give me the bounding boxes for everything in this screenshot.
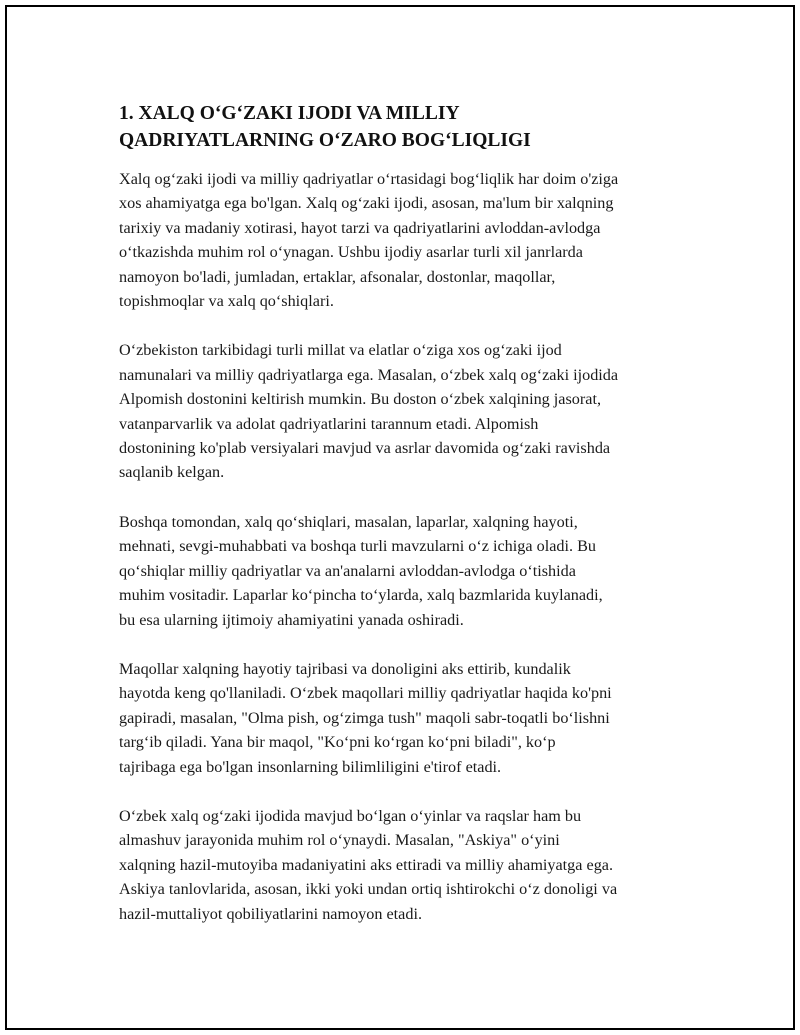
paragraph-4: Maqollar xalqning hayotiy tajribasi va donoligini aks ettirib, kundalik hayotda keng qo'llaniladi. O‘zbek maqollari milliy qadriyatlar haqida ko'pni gapiradi, masalan, "Olma pish, og‘zimga tush" maqoli sabr-toqatli bo‘lishni targ‘ib qiladi. Yana bir maqol, "Ko‘pni ko‘rgan ko‘pni biladi", ko‘p tajribaga ega bo'lgan insonlarning bilimliligini e'tirof etadi. [119, 659, 612, 776]
paragraph-1: Xalq og‘zaki ijodi va milliy qadriyatlar o‘rtasidagi bog‘liqlik har doim o'ziga xos ahamiyatga ega bo'lgan. Xalq og‘zaki ijodi, asosan, ma'lum bir xalqning tarixiy va madaniy xotirasi, hayot tarzi va qadriyatlarini avloddan-avlodga o‘tkazishda muhim rol o‘ynagan. Ushbu ijodiy asarlar turli xil janrlarda namoyon bo'ladi, jumladan, ertaklar, afsonalar, dostonlar, maqollar, topishmoqlar va xalq qo‘shiqlari. [119, 170, 619, 311]
document-title: 1. XALQ O‘G‘ZAKI IJODI VA MILLIY QADRIYATLARNING O‘ZARO BOG‘LIQLIGI [119, 103, 531, 151]
page-frame [5, 5, 795, 1030]
paragraph-3: Boshqa tomondan, xalq qo‘shiqlari, masalan, laparlar, xalqning hayoti, mehnati, sevgi-muhabbati va boshqa turli mavzularni o‘z ichiga oladi. Bu qo‘shiqlar milliy qadriyatlar va an'analarni avloddan-avlodga o‘tishida muhim vositadir. Laparlar ko‘pincha to‘ylarda, xalq bazmlarida kuylanadi, bu esa ularning ijtimoiy ahamiyatini yanada oshiradi. [119, 512, 603, 629]
paragraph-2: O‘zbekiston tarkibidagi turli millat va elatlar o‘ziga xos og‘zaki ijod namunalari va milliy qadriyatlarga ega. Masalan, o‘zbek xalq og‘zaki ijodida Alpomish dostonini keltirish mumkin. Bu doston o‘zbek xalqining jasorat, vatanparvarlik va adolat qadriyatlarini tarannum etadi. Alpomish dostonining ko'plab versiyalari mavjud va asrlar davomida og‘zaki ravishda saqlanib kelgan. [119, 341, 619, 482]
paragraph-5: O‘zbek xalq og‘zaki ijodida mavjud bo‘lgan o‘yinlar va raqslar ham bu almashuv jarayonida muhim rol o‘ynaydi. Masalan, "Askiya" o‘yini xalqning hazil-mutoyiba madaniyatini aks ettiradi va milliy ahamiyatga ega. Askiya tanlovlarida, asosan, ikki yoki undan ortiq ishtirokchi o‘z donoligi va hazil-muttaliyot qobiliyatlarini namoyon etadi. [119, 806, 618, 923]
document-body [119, 100, 709, 951]
